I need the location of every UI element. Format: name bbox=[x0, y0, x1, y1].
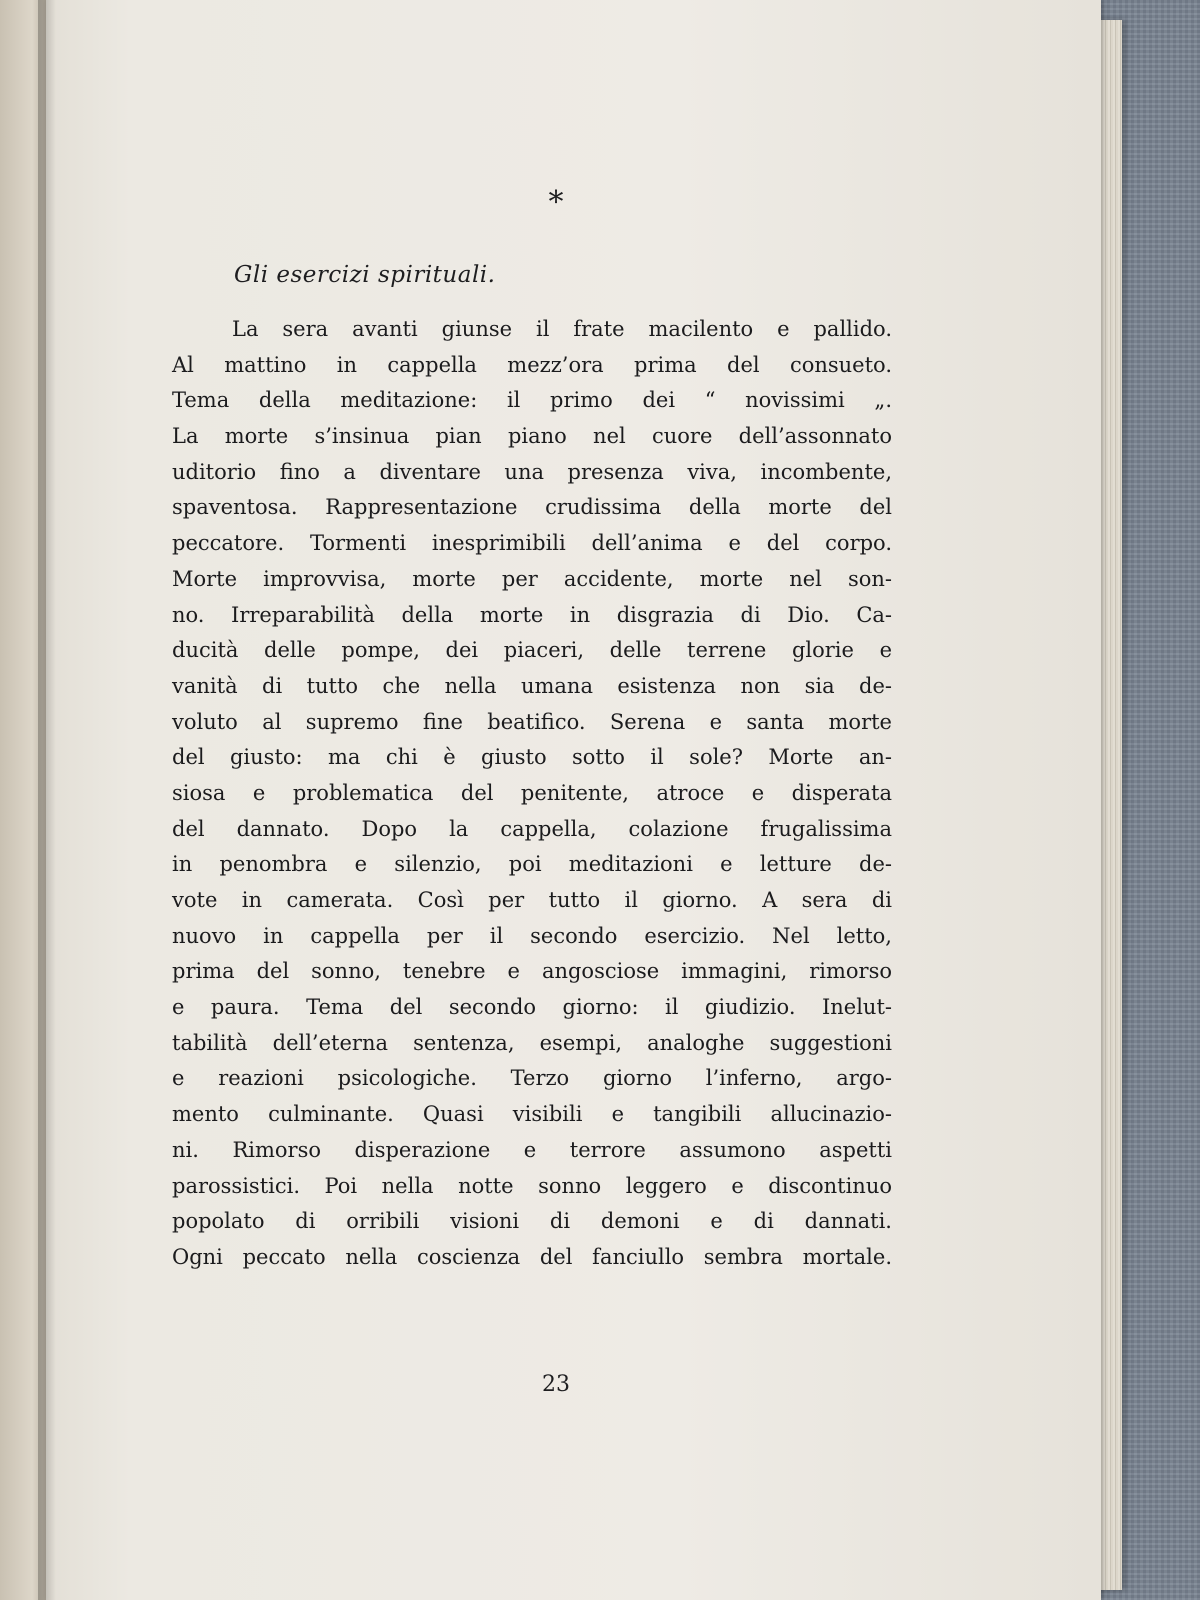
text-line: voluto al supremo fine beatifico. Serena e santa morte bbox=[172, 709, 892, 734]
text-line: prima del sonno, tenebre e angosciose immagini, rimorso bbox=[172, 959, 892, 984]
text-line: del dannato. Dopo la cappella, colazione frugalissima bbox=[172, 816, 892, 841]
text-line: del giusto: ma chi è giusto sotto il sole? Morte an- bbox=[172, 745, 892, 770]
text-line: Al mattino in cappella mezz’ora prima del consueto. bbox=[172, 352, 892, 377]
text-line: Ogni peccato nella coscienza del fanciullo sembra mortale. bbox=[172, 1244, 892, 1269]
text-line: La sera avanti giunse il frate macilento e pallido. bbox=[232, 317, 892, 341]
text-line: nuovo in cappella per il secondo esercizio. Nel letto, bbox=[172, 923, 892, 948]
book-page bbox=[46, 0, 1101, 1600]
page-number: 23 bbox=[542, 1372, 570, 1397]
text-line: Morte improvvisa, morte per accidente, morte nel son- bbox=[172, 566, 892, 591]
text-line: uditorio fino a diventare una presenza viva, incombente, bbox=[172, 459, 892, 484]
text-line: siosa e problematica del penitente, atroce e disperata bbox=[172, 780, 892, 805]
text-line: popolato di orribili visioni di demoni e di dannati. bbox=[172, 1209, 892, 1234]
section-ornament: * bbox=[548, 185, 564, 220]
text-line: La morte s’insinua pian piano nel cuore dell’assonnato bbox=[172, 424, 892, 449]
text-line: e paura. Tema del secondo giorno: il giudizio. Inelut- bbox=[172, 995, 892, 1020]
text-line: vanità di tutto che nella umana esistenza non sia de- bbox=[172, 673, 892, 698]
text-line: spaventosa. Rappresentazione crudissima della morte del bbox=[172, 495, 892, 520]
text-line: vote in camerata. Così per tutto il giorno. A sera di bbox=[172, 888, 892, 912]
text-line: parossistici. Poi nella notte sonno leggero e discontinuo bbox=[172, 1173, 892, 1198]
text-line: ducità delle pompe, dei piaceri, delle terrene glorie e bbox=[172, 638, 892, 663]
text-line: Tema della meditazione: il primo dei “ novissimi „. bbox=[172, 388, 892, 413]
text-line: in penombra e silenzio, poi meditazioni e letture de- bbox=[172, 852, 892, 877]
text-line: peccatore. Tormenti inesprimibili dell’anima e del corpo. bbox=[172, 531, 892, 556]
text-line: e reazioni psicologiche. Terzo giorno l’inferno, argo- bbox=[172, 1066, 892, 1091]
body-text bbox=[172, 312, 892, 1276]
gutter-shadow bbox=[38, 0, 56, 1600]
text-line: tabilità dell’eterna sentenza, esempi, analoghe suggestioni bbox=[172, 1030, 892, 1055]
text-line: ni. Rimorso disperazione e terrore assumono aspetti bbox=[172, 1137, 892, 1162]
text-line: no. Irreparabilità della morte in disgrazia di Dio. Ca- bbox=[172, 602, 892, 627]
text-line: mento culminante. Quasi visibili e tangibili allucinazio- bbox=[172, 1102, 892, 1127]
section-heading: Gli esercizi spirituali. bbox=[234, 262, 496, 288]
